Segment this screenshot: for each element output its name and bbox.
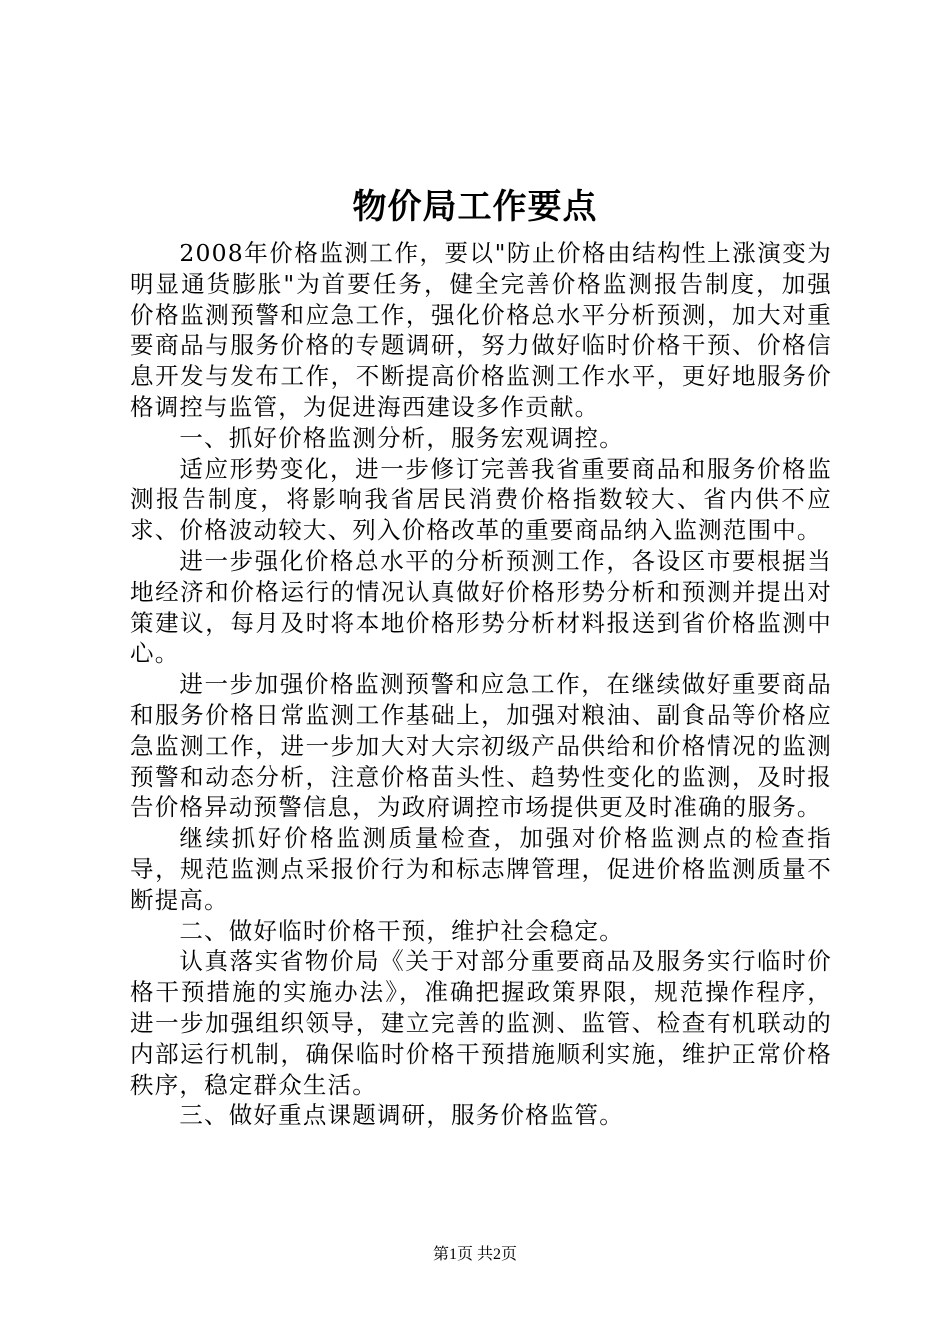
section-heading-1: 一、抓好价格监测分析，服务宏观调控。 xyxy=(179,423,624,452)
paragraph: 进一步强化价格总水平的分析预测工作，各设区市要根据当地经济和价格运行的情况认真做好价格形势分析和预测并提出对策建议，每月及时将本地价格形势分析材料报送到省价格监测中心。 xyxy=(130,546,832,668)
paragraph: 认真落实省物价局《关于对部分重要商品及服务实行临时价格干预措施的实施办法》，准确把握政策界限，规范操作程序，进一步加强组织领导，建立完善的监测、监管、检查有机联动的内部运行机制，确保临时价格干预措施顺利实施，维护正常价格秩序，稳定群众生活。 xyxy=(130,947,832,1099)
document-title: 物价局工作要点 xyxy=(352,187,598,227)
page-footer: 第1页 共2页 xyxy=(432,1246,517,1263)
paragraph: 适应形势变化，进一步修订完善我省重要商品和服务价格监测报告制度，将影响我省居民消费价格指数较大、省内供不应求、价格波动较大、列入价格改革的重要商品纳入监测范围中。 xyxy=(130,454,832,545)
document-body xyxy=(130,238,832,1131)
paragraph: 继续抓好价格监测质量检查，加强对价格监测点的检查指导，规范监测点采报价行为和标志牌管理，促进价格监测质量不断提高。 xyxy=(130,824,832,914)
section-heading-3: 三、做好重点课题调研，服务价格监管。 xyxy=(179,1101,624,1130)
paragraph-intro: 2008年价格监测工作，要以"防止价格由结构性上涨演变为明显通货膨胀"为首要任务，健全完善价格监测报告制度，加强价格监测预警和应急工作，强化价格总水平分析预测，加大对重要商品与服务价格的专题调研，努力做好临时价格干预、价格信息开发与发布工作，不断提高价格监测工作水平，更好地服务价格调控与监管，为促进海西建设多作贡献。 xyxy=(130,239,832,421)
paragraph: 进一步加强价格监测预警和应急工作，在继续做好重要商品和服务价格日常监测工作基础上，加强对粮油、副食品等价格应急监测工作，进一步加大对大宗初级产品供给和价格情况的监测预警和动态分析，注意价格苗头性、趋势性变化的监测，及时报告价格异动预警信息，为政府调控市场提供更及时准确的服务。 xyxy=(130,670,832,822)
section-heading-2: 二、做好临时价格干预，维护社会稳定。 xyxy=(179,916,624,945)
